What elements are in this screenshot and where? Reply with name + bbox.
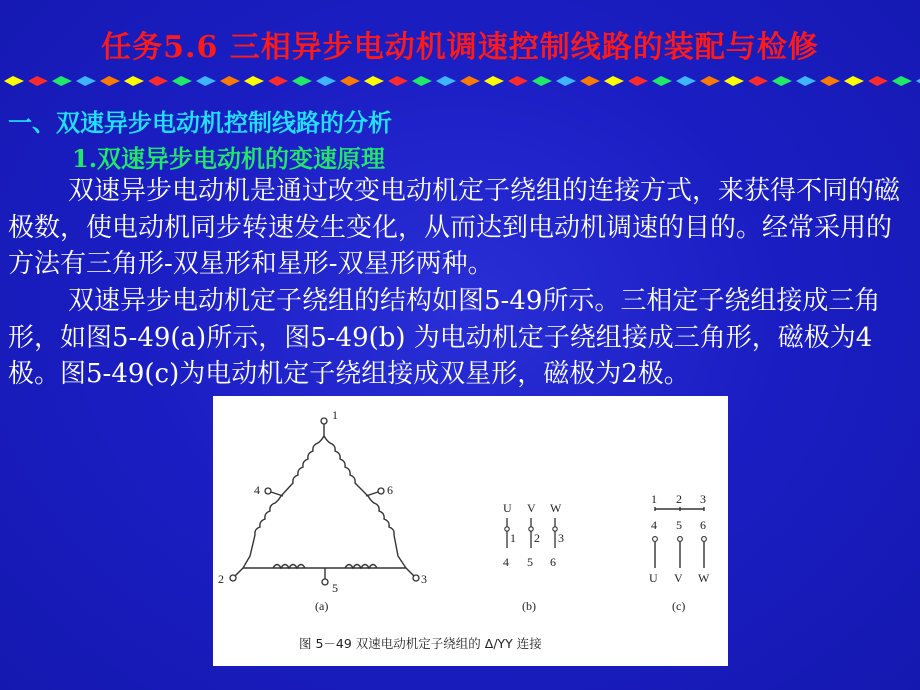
panel-c-bottom-label: U: [649, 571, 658, 585]
winding-diagram-figure: [213, 396, 728, 666]
divider-diamond: [772, 76, 792, 86]
panel-b-mid-label: 1: [510, 531, 516, 545]
panel-b-top-label: U: [503, 501, 512, 515]
divider-diamond: [292, 76, 312, 86]
divider-diamond: [868, 76, 888, 86]
divider-diamond: [532, 76, 552, 86]
divider-diamond: [340, 76, 360, 86]
panel-c-top-label: 2: [676, 492, 682, 506]
divider-diamond: [892, 76, 912, 86]
panel-c-terminal-box: [649, 492, 710, 613]
terminal-label: 5: [332, 581, 338, 595]
lead-4: [271, 492, 283, 496]
paragraph-2-text: 双速异步电动机定子绕组的结构如图5-49所示。三相定子绕组接成三角形，如图5-49(a)所示，图5-49(b) 为电动机定子绕组接成三角形，磁极为4极。图5-49(c)为电动机定子绕组接成双星形，磁极为2极。: [8, 286, 881, 389]
panel-b-bottom-label: 6: [550, 555, 556, 569]
panel-c-terminal: [653, 537, 658, 542]
panel-b-bottom-label: 5: [527, 555, 533, 569]
terminal-6: [378, 488, 384, 494]
divider-diamond: [820, 76, 840, 86]
divider-diamond: [676, 76, 696, 86]
divider-diamond: [244, 76, 264, 86]
divider-diamond: [796, 76, 816, 86]
divider-diamond: [604, 76, 624, 86]
divider-diamond: [268, 76, 288, 86]
divider-diamond: [652, 76, 672, 86]
panel-c-terminal: [702, 537, 707, 542]
panel-b-terminal: [553, 527, 557, 531]
section-subheading: 1.双速异步电动机的变速原理: [72, 144, 386, 173]
paragraph-1: [8, 173, 908, 283]
divider-diamond: [748, 76, 768, 86]
panel-a-delta: [218, 408, 427, 613]
terminal-label: 2: [218, 572, 224, 586]
panel-c-mid-label: 6: [700, 518, 706, 532]
lead-6: [366, 492, 378, 496]
panel-c-mid-label: 5: [676, 518, 682, 532]
divider-diamond: [148, 76, 168, 86]
lead-3: [406, 568, 414, 576]
divider-diamond: [724, 76, 744, 86]
terminal-label: 6: [387, 483, 393, 497]
divider-diamond: [52, 76, 72, 86]
divider-diamond: [700, 76, 720, 86]
panel-b-top-label: W: [550, 501, 562, 515]
divider-diamond: [844, 76, 864, 86]
divider-diamond: [628, 76, 648, 86]
terminal-3: [413, 575, 419, 581]
divider-diamond: [436, 76, 456, 86]
divider-diamond: [220, 76, 240, 86]
panel-b-mid-label: 2: [534, 531, 540, 545]
divider-diamond: [196, 76, 216, 86]
paragraph-1-text: 双速异步电动机是通过改变电动机定子绕组的连接方式，来获得不同的磁极数，使电动机同步转速发生变化，从而达到电动机调速的目的。经常采用的方法有三角形-双星形和星形-双星形两种。: [8, 176, 901, 279]
winding-diagram: [213, 396, 728, 666]
panel-b-label: (b): [522, 599, 536, 613]
divider-diamond: [172, 76, 192, 86]
divider-diamond: [916, 76, 920, 86]
divider-diamond: [556, 76, 576, 86]
panel-b-terminal: [505, 527, 509, 531]
terminal-2: [230, 575, 236, 581]
panel-c-bottom-label: W: [698, 571, 710, 585]
panel-c-terminal: [678, 537, 683, 542]
section-heading: 一、双速异步电动机控制线路的分析: [8, 108, 392, 137]
decorative-divider: [0, 70, 920, 92]
panel-b-mid-label: 3: [558, 531, 564, 545]
paragraph-2: [8, 283, 908, 393]
panel-c-top-label: 1: [651, 492, 657, 506]
divider-diamond: [364, 76, 384, 86]
panel-b-terminal-box: [503, 501, 564, 613]
divider-diamond: [316, 76, 336, 86]
terminal-label: 4: [254, 483, 260, 497]
panel-c-top-label: 3: [700, 492, 706, 506]
panel-c-mid-label: 4: [651, 518, 657, 532]
terminal-4: [265, 488, 271, 494]
panel-b-bottom-label: 4: [503, 555, 509, 569]
figure-caption: 图 5－49 双速电动机定子绕组的 Δ/YY 连接: [299, 636, 542, 651]
divider-diamond: [4, 76, 24, 86]
panel-b-terminal: [529, 527, 533, 531]
panel-b-top-label: V: [527, 501, 536, 515]
terminal-5: [322, 579, 328, 585]
panel-c-bottom-label: V: [674, 571, 683, 585]
divider-diamond: [388, 76, 408, 86]
divider-diamond: [28, 76, 48, 86]
divider-diamond: [484, 76, 504, 86]
divider-diamond: [124, 76, 144, 86]
terminal-1: [321, 418, 327, 424]
terminal-label: 3: [421, 572, 427, 586]
divider-diamond: [100, 76, 120, 86]
divider-diamond: [460, 76, 480, 86]
divider-diamond: [580, 76, 600, 86]
panel-c-label: (c): [672, 599, 686, 613]
terminal-label: 1: [332, 408, 338, 422]
lead-2: [235, 568, 243, 576]
delta-winding-coils: [243, 436, 406, 568]
divider-diamond: [412, 76, 432, 86]
divider-diamond: [508, 76, 528, 86]
panel-a-label: (a): [315, 599, 329, 613]
slide-title: 任务5.6 三相异步电动机调速控制线路的装配与检修: [101, 30, 819, 65]
divider-diamond: [76, 76, 96, 86]
